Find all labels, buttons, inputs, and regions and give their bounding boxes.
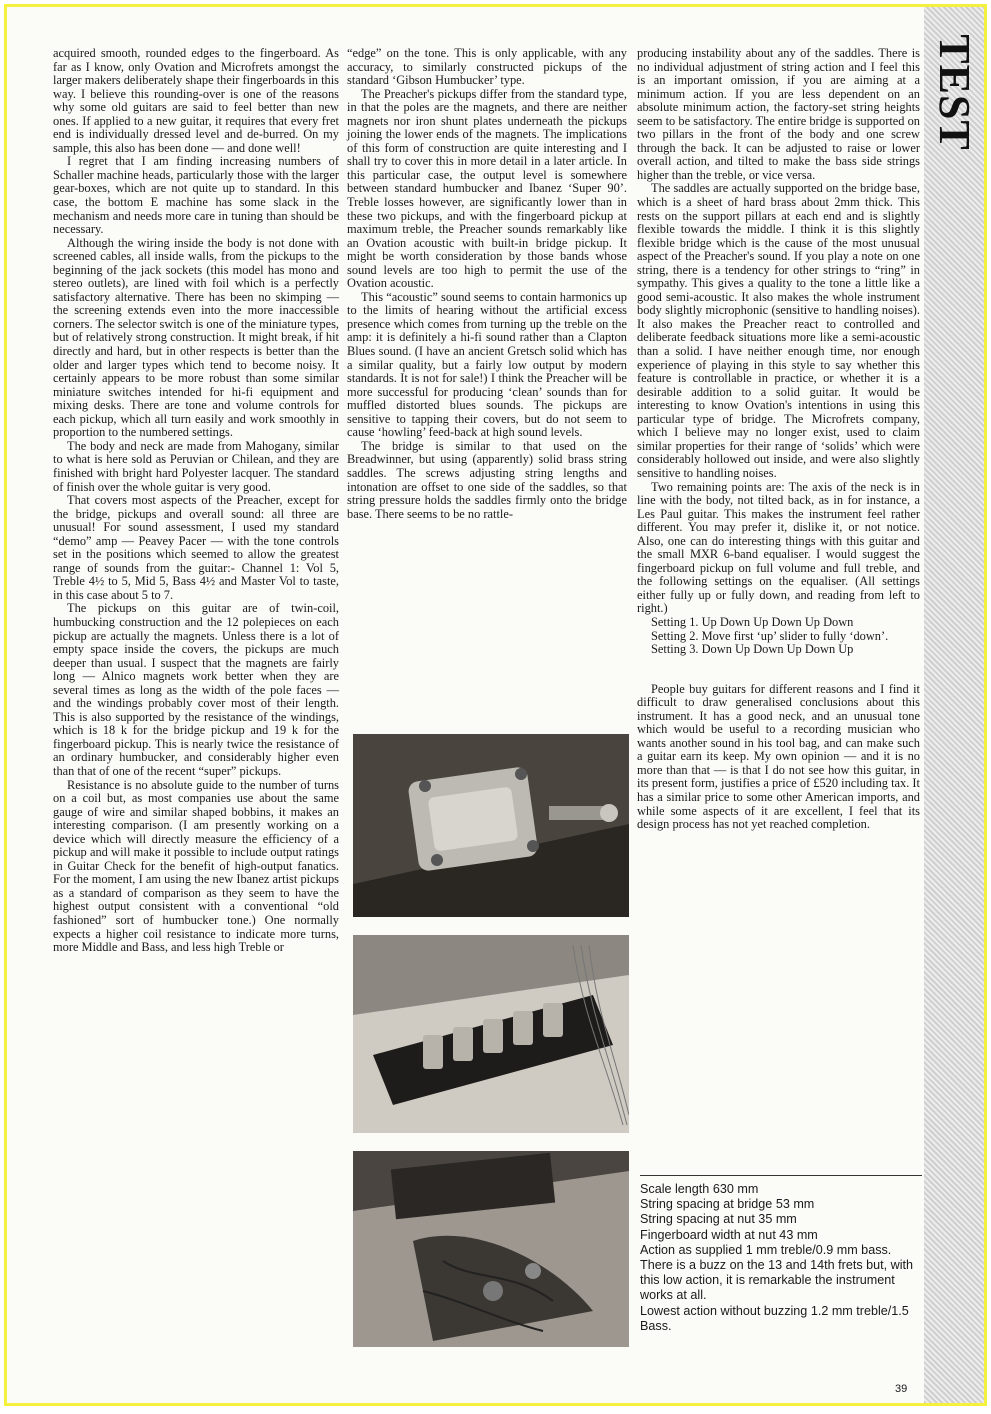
- spec-string-spacing-nut: String spacing at nut 35 mm: [640, 1212, 797, 1227]
- photo-neck-plate: [353, 734, 629, 917]
- col1-paragraph: The pickups on this guitar are of twin-coil, humbucking construction and the 12 polepieces on each pickup are actually the magnets. Unless there is a lot of empty space inside the covers, the pickups are much deeper than usual. I suspect that the magnets are fairly long — Alnico magnets work better when they are several times as long as the width of the pole faces — and the windings probably cover most of their length. This is also supported by the resistance of the windings, which is 18 k for the bridge pickup and 19 k for the fingerboard pickup. This is nearly twice the resistance of an ordinary humbucker, and considerably higher even than that of one of the recent “super” pickups.: [53, 601, 339, 778]
- eq-setting-2: Setting 2. Move first ‘up’ slider to fully ‘down’.: [651, 628, 889, 643]
- spec-scale-length: Scale length 630 mm: [640, 1182, 759, 1196]
- col3-paragraph: Two remaining points are: The axis of the neck is in line with the body, not tilted back, as in for instance, a Les Paul guitar. This makes the instrument feel rather different. You may prefer it, dislike it, or not notice. Also, one can do interesting things with this guitar and the small MXR 6-band equaliser. I would suggest the fingerboard pickup on full volume and full treble, and the following settings on the equaliser. (All settings either fully up or fully down, and reading from left to right.): [637, 479, 920, 616]
- spec-buzz-note: There is a buzz on the 13 and 14th frets but, with this low action, it is remarkable the instrument works at all.: [640, 1258, 914, 1303]
- spec-fingerboard-width: Fingerboard width at nut 43 mm: [640, 1227, 818, 1242]
- col1-paragraph: That covers most aspects of the Preacher, except for the bridge, pickups and overall sound: all three are unusual! For sound assessment, I used my standard “demo” amp — Peavey Pacer — with the tone controls set in the positions which seemed to allow the greatest range of sounds from the guitar:- Channel 1: Vol 5, Treble 4½ to 5, Mid 5, Bass 4½ and Master Vol to taste, in this case about 5 to 7.: [53, 493, 339, 602]
- eq-setting-1: Setting 1. Up Down Up Down Up Down: [651, 614, 854, 629]
- col1-paragraph: Although the wiring inside the body is not done with screened cables, all inside walls, from the pickups to the beginning of the jack sockets (this model has mono and stereo outlets), are lined with foil which is a perfectly satisfactory alternative. There has been no skimping — the screening extends even into the more inaccessible corners. The selector switch is one of the miniature types, but of relatively strong construction. It might break, if hit directly and hard, but in other respects is better than the older and larger types which tend to become noisy. It certainly appears to be more robust than some similar miniature switches intended for hi-fi equipment and mixing desks. There are tone and volume controls for each pickup, which all turn easily and work smoothly in proportion to the numbered settings.: [53, 235, 339, 440]
- spec-box: [640, 1175, 922, 1334]
- spec-string-spacing-bridge: String spacing at bridge 53 mm: [640, 1197, 815, 1212]
- col2-paragraph: The Preacher's pickups differ from the standard type, in that the poles are the magnets, and there are neither magnets nor iron shunt plates underneath the pickups joining the lower ends of the magnets. The implications of this form of construction are quite interesting and I shall try to cover this in more detail in a later article. In this particular case, the output level is somewhere between standard humbucker and Ibanez ‘Super 90’. Treble losses however, are significantly lower than in these two pickups, and with the fingerboard pickup at maximum treble, the Preacher sounds remarkably like an Ovation acoustic with built-in bridge pickup. It might be worth consideration by those bands whose sound levels are too high to permit the use of the Ovation acoustic.: [347, 86, 627, 291]
- col1-paragraph: The body and neck are made from Mahogany, similar to what is here sold as Peruvian or Chilean, and they are finished with bright hard Polyester lacquer. The standard of finish over the whole guitar is very good.: [53, 438, 339, 494]
- eq-setting-3: Setting 3. Down Up Down Up Down Up: [651, 642, 854, 657]
- col2-paragraph: The bridge is similar to that used on the Breadwinner, but using (apparently) solid brass string saddles. The screws adjusting string lengths and intonation are offset to one side of the saddles, so that string pressure holds the saddles firmly onto the bridge base. There seems to be no rattle-: [347, 438, 627, 521]
- section-sidebar: [924, 7, 984, 1403]
- photo-bridge: [353, 935, 629, 1133]
- conclusion-paragraph: People buy guitars for different reasons and I find it difficult to draw generalised conclusions about this instrument. It has a good neck, and an unusual tone which would be useful to a recording musician who wants another sound in his tool bag, and can make such a guitar earn its keep. My own opinion — and it is no more than that — is that I do not see how this guitar, in its present form, justifies a price of £520 including tax. It has a similar price to some other American imports, and while some aspects of it are excellent, I feel that its design process has not yet reached completion.: [637, 681, 920, 832]
- col3-paragraph: producing instability about any of the saddles. There is no individual adjustment of string action and I feel this is an important omission, if you are aiming at a minimum action. If you are less dependent on an absolute minimum action, the factory-set string heights seem to be satisfactory. The entire bridge is supported on two pillars in the front of the body and one screw through the back. It can be adjusted to raise or lower overall action, and tilted to make the bass side strings higher than the treble, or vice versa.: [637, 46, 920, 182]
- col2-paragraph: This “acoustic” sound seems to contain harmonics up to the limits of hearing without the artificial excess presence which comes from turning up the treble on the amp: it is definitely a hi-fi sound rather than a Clapton Blues sound. (I have an ancient Gretsch solid which has a similar quality, but a fairly low output by modern standards. It is not for sale!) I think the Preacher will be more successful for producing ‘clean’ sounds than for muffled distorted blues sounds. The pickups are sensitive to tapping their covers, but do not seem to cause ‘howling’ feed-back at high sound levels.: [347, 289, 627, 440]
- col1-paragraph: acquired smooth, rounded edges to the fingerboard. As far as I know, only Ovation and Microfrets amongst the larger makers deliberately shape their fingerboards in this way. I believe this rounding-over is one of the reasons why some old guitars are said to feel better than new ones. If applied to a new guitar, it requires that every fret end is individually dressed level and de-burred. On my sample, this also has been done — and done well!: [53, 46, 339, 155]
- column-1: [53, 47, 339, 955]
- spec-lowest-action: Lowest action without buzzing 1.2 mm treble/1.5 Bass.: [640, 1303, 909, 1333]
- col1-paragraph: Resistance is no absolute guide to the number of turns on a coil but, as most companies use about the same gauge of wire and similar shaped bobbins, it makes an interesting comparison. (I am presently working on a device which will directly measure the efficiency of a pickup and will make it possible to include output ratings in Guitar Check for the benefit of high-output fanatics. For the moment, I am using the new Ibanez artist pickups as a standard of comparison as they seem to have the highest output consistent with a conventional “old fashioned” sort of humbucker tone.) One normally expects a higher coil resistance to indicate more turns, more Middle and Bass, and less high Treble or: [53, 777, 339, 955]
- section-label-text: TEST: [929, 33, 979, 151]
- col1-paragraph: I regret that I am finding increasing numbers of Schaller machine heads, particularly those with the larger gear-boxes, which are not quite up to standard. In this case, the bottom E machine has some slack in the mechanism and needs more care in tuning than should be necessary.: [53, 154, 339, 237]
- col2-paragraph: “edge” on the tone. This is only applicable, with any accuracy, to similarly constructed pickups of the standard ‘Gibson Humbucker’ type.: [347, 46, 627, 88]
- magazine-page: [4, 4, 987, 1406]
- spec-action: Action as supplied 1 mm treble/0.9 mm bass.: [640, 1242, 892, 1257]
- column-2: [347, 47, 627, 521]
- section-label: [929, 33, 979, 151]
- page-number: 39: [895, 1383, 908, 1395]
- photo-wiring-cavity: [353, 1151, 629, 1347]
- column-3: [637, 47, 920, 832]
- col3-paragraph: The saddles are actually supported on the bridge base, which is a sheet of hard brass about 2mm thick. This rests on the support pillars at each end and is slightly flexible towards the middle. I think it is this slightly flexible bridge which is the cause of the most unusual aspect of the Preacher's sound. If you play a note on one string, there is a tendency for other strings to “ring” in sympathy. This gives a quality to the tone a little like a good semi-acoustic. It also makes the whole instrument body slightly microphonic (sensitive to handling noises). It also makes the Preacher react to controlled and deliberate feedback situations more like a semi-acoustic than a solid. I have neither enough time, nor enough experience of playing in this style to say whether this feature is controllable in practice, or whether it is a desirable addition to a solid guitar. It would be interesting to know Ovation's intentions in using this particular type of bridge. The Microfrets company, which I believe may no longer exist, used to claim similar properties for their range of ‘solids’ which were considerably hollowed out inside, and were also slightly sensitive to handling noises.: [637, 181, 920, 480]
